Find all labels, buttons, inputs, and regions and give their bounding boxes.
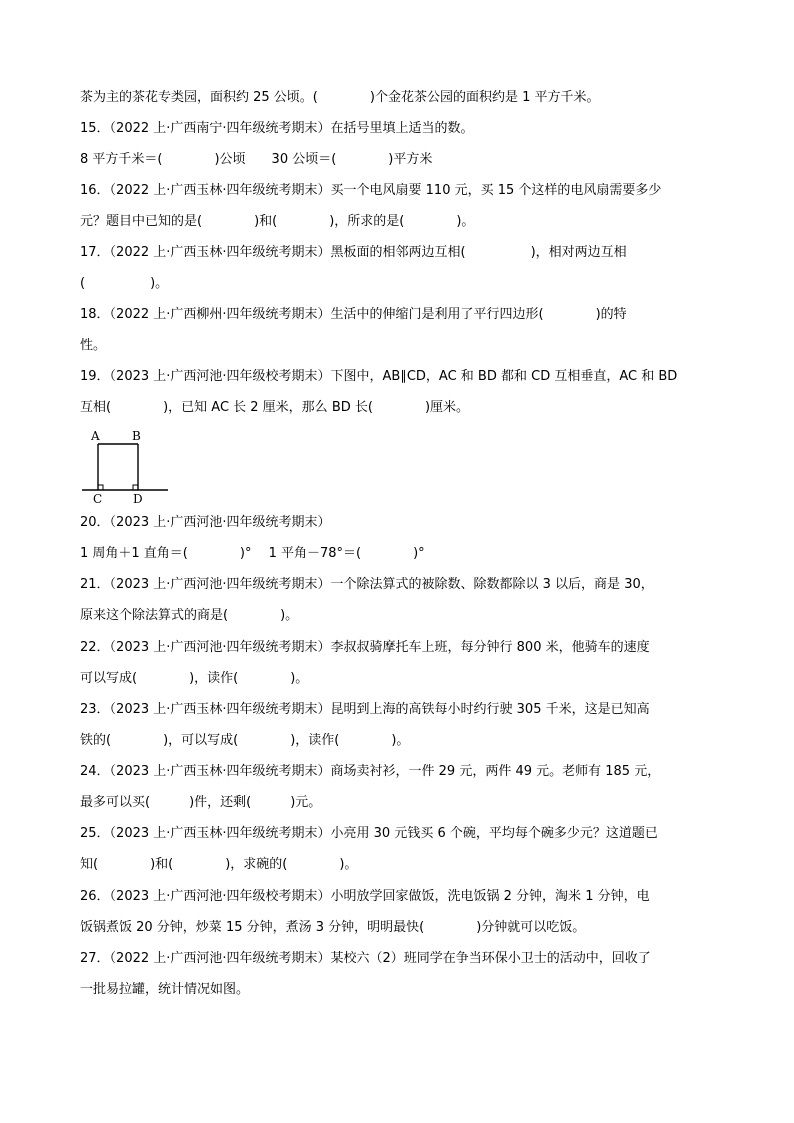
question-20: 20．（2023 上·广西河池·四年级统考期末） [80, 515, 331, 530]
question-18: 18．（2022 上·广西柳州·四年级统考期末）生活中的伸缩门是利用了平行四边形( )的特 [80, 307, 627, 322]
question-19-continued: 互相( )，已知 AC 长 2 厘米，那么 BD 长( )厘米。 [80, 400, 470, 415]
question-15: 15．（2022 上·广西南宁·四年级统考期末）在括号里填上适当的数。 [80, 121, 474, 136]
question-27-continued: 一批易拉罐，统计情况如图。 [80, 982, 250, 997]
question-19: 19．（2023 上·广西河池·四年级校考期末）下图中，AB∥CD，AC 和 BD 都和 CD 互相垂直，AC 和 BD [80, 369, 678, 384]
question-23: 23．（2023 上·广西玉林·四年级统考期末）昆明到上海的高铁每小时约行驶 305 千米，这是已知高 [80, 702, 650, 717]
question-21-continued: 原来这个除法算式的商是( )。 [80, 608, 299, 623]
right-angle-mark-d [133, 485, 138, 490]
label-a: A [91, 429, 100, 443]
question-18-continued: 性。 [80, 338, 107, 353]
question-25-continued: 知( )和( )，求碗的( )。 [80, 857, 358, 872]
line-14-continued: 茶为主的茶花专类园，面积约 25 公顷。( )个金花茶公园的面积约是 1 平方千米。 [80, 90, 600, 105]
question-24: 24．（2023 上·广西玉林·四年级统考期末）商场卖衬衫，一件 29 元，两件 49 元。老师有 185 元， [80, 764, 661, 779]
question-26-continued: 饭锅煮饭 20 分钟，炒菜 15 分钟，煮汤 3 分钟，明明最快( )分钟就可以吃饭。 [80, 920, 586, 935]
question-16: 16．（2022 上·广西玉林·四年级统考期末）买一个电风扇要 110 元，买 15 个这样的电风扇需要多少 [80, 183, 662, 198]
question-25: 25．（2023 上·广西玉林·四年级统考期末）小亮用 30 元钱买 6 个碗，平均每个碗多少元？这道题已 [80, 826, 658, 841]
question-22: 22．（2023 上·广西河池·四年级统考期末）李叔叔骑摩托车上班，每分钟行 800 米，他骑车的速度 [80, 640, 650, 655]
question-16-continued: 元？题目中已知的是( )和( )，所求的是( )。 [80, 214, 475, 229]
question-24-continued: 最多可以买( )件，还剩( )元。 [80, 795, 322, 810]
question-21: 21．（2023 上·广西河池·四年级统考期末）一个除法算式的被除数、除数都除以 3 以后，商是 30， [80, 577, 654, 592]
question-22-continued: 可以写成( )，读作( )。 [80, 671, 309, 686]
right-angle-mark-c [98, 485, 103, 490]
label-b: B [132, 429, 141, 443]
question-20-blanks: 1 周角＋1 直角＝( )° 1 平角－78°＝( )° [80, 546, 425, 561]
question-17: 17．（2022 上·广西玉林·四年级统考期末）黑板面的相邻两边互相( )，相对两边互相 [80, 245, 627, 260]
label-d: D [133, 492, 143, 506]
question-27: 27．（2022 上·广西河池·四年级统考期末）某校六（2）班同学在争当环保小卫士的活动中，回收了 [80, 951, 651, 966]
perpendicular-lines-figure [80, 428, 170, 506]
label-c: C [93, 492, 103, 506]
question-26: 26．（2023 上·广西河池·四年级校考期末）小明放学回家做饭，洗电饭锅 2 分钟，淘米 1 分钟，电 [80, 889, 650, 904]
question-17-continued: ( )。 [80, 276, 169, 291]
question-15-blanks: 8 平方千米＝( )公顷 30 公顷＝( )平方米 [80, 152, 433, 167]
question-23-continued: 铁的( )，可以写成( )，读作( )。 [80, 733, 410, 748]
